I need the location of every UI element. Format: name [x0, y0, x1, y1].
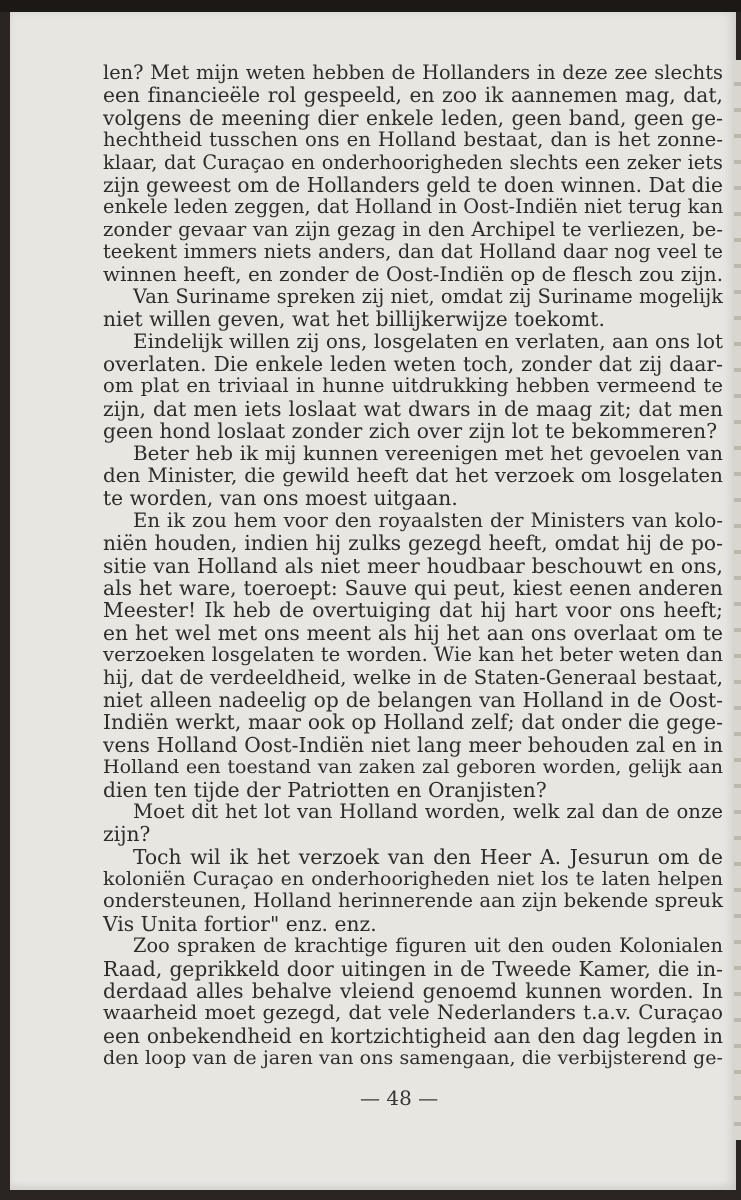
- scan-top-band: [0, 0, 741, 12]
- text-line: Beter heb ik mij kunnen vereenigen met het gevoelen van: [133, 441, 723, 465]
- text-line: zijn geweest om de Hollanders geld te doen winnen. Dat die: [103, 172, 723, 197]
- text-line: enkele leden zeggen, dat Holland in Oost-Indiën niet terug kan: [103, 195, 724, 219]
- text-line: teekent immers niets anders, dan dat Holland daar nog veel te: [103, 240, 723, 264]
- text-line: zijn?: [103, 822, 151, 847]
- text-line: vens Holland Oost-Indiën niet lang meer behouden zal en in: [103, 732, 723, 757]
- text-line: te worden, van ons moest uitgaan.: [103, 486, 458, 511]
- text-line: niet willen geven, wat het billijkerwijze toekomt.: [103, 307, 605, 332]
- text-line: sitie van Holland als niet meer houdbaar beschouwt en ons,: [103, 553, 723, 578]
- text-line: hij, dat de verdeeldheid, welke in de Staten-Generaal bestaat,: [103, 665, 723, 689]
- text-line: Van Suriname spreken zij niet, omdat zij Suriname mogelijk: [133, 284, 723, 308]
- text-line: hechtheid tusschen ons en Holland bestaat, dan is het zonne-: [103, 128, 723, 152]
- text-line: Holland een toestand van zaken zal geboren worden, gelijk aan: [103, 756, 723, 779]
- text-line: verzoeken losgelaten te worden. Wie kan het beter weten dan: [103, 643, 723, 667]
- text-line: Vis Unita fortior" enz. enz.: [103, 911, 377, 936]
- text-line: Moet dit het lot van Holland worden, welk zal dan de onze: [133, 799, 723, 823]
- text-line: ondersteunen, Holland herinnerende aan zijn bekende spreuk: [103, 889, 723, 913]
- text-line: den loop van de jaren van ons samengaan, die verbijsterend ge-: [103, 1047, 723, 1070]
- text-line: geen hond loslaat zonder zich over zijn lot te bekommeren?: [103, 419, 718, 444]
- text-line: Meester! Ik heb de overtuiging dat hij hart voor ons heeft;: [103, 598, 723, 623]
- text-line: len? Met mijn weten hebben de Hollanders in deze zee slechts: [103, 61, 723, 84]
- text-line: den Minister, die gewild heeft dat het verzoek om losgelaten: [103, 464, 723, 488]
- text-line: niet alleen nadeelig op de belangen van Holland in de Oost-: [103, 687, 723, 712]
- text-line: om plat en triviaal in hunne uitdrukking hebben vermeend te: [103, 374, 723, 398]
- text-line: Toch wil ik het verzoek van den Heer A. Jesurun om de: [133, 844, 723, 869]
- text-line: een onbekendheid en kortzichtigheid aan den dag legden in: [103, 1023, 723, 1048]
- text-line: En ik zou hem voor den royaalsten der Ministers van kolo-: [133, 508, 723, 532]
- text-line: niën houden, indien hij zulks gezegd heeft, omdat hij de po-: [103, 531, 723, 556]
- text-line: overlaten. Die enkele leden weten toch, zonder dat zij daar-: [103, 352, 723, 377]
- text-line: als het ware, toeroept: Sauve qui peut, kiest eenen anderen: [103, 575, 723, 600]
- text-line: dien ten tijde der Patriotten en Oranjisten?: [103, 777, 547, 802]
- text-line: Raad, geprikkeld door uitingen in de Tweede Kamer, die in-: [103, 956, 723, 981]
- text-line: zijn, dat men iets loslaat wat dwars in de maag zit; dat men: [103, 396, 723, 421]
- text-line: koloniën Curaçao en onderhoorigheden niet los te laten helpen: [103, 868, 723, 891]
- page-edge: [734, 60, 741, 1140]
- text-line: een financieële rol gespeeld, en zoo ik aannemen mag, dat,: [103, 83, 723, 108]
- text-line: derdaad alles behalve vleiend genoemd kunnen worden. In: [103, 979, 723, 1004]
- text-line: zonder gevaar van zijn gezag in den Archipel te verliezen, be-: [103, 217, 723, 241]
- body-text: [103, 62, 723, 1070]
- text-line: klaar, dat Curaçao en onderhoorigheden slechts een zeker iets: [103, 150, 723, 174]
- text-line: winnen heeft, en zonder de Oost-Indiën op de flesch zou zijn.: [103, 262, 724, 286]
- page-number: — 48 —: [360, 1086, 439, 1110]
- text-line: Indiën werkt, maar ook op Holland zelf; dat onder die gege-: [103, 710, 723, 735]
- text-line: volgens de meening dier enkele leden, geen band, geen ge-: [103, 105, 723, 130]
- text-line: Eindelijk willen zij ons, losgelaten en verlaten, aan ons lot: [133, 329, 724, 353]
- text-line: waarheid moet gezegd, dat vele Nederlanders t.a.v. Curaçao: [103, 1001, 723, 1025]
- text-line: en het wel met ons meent als hij het aan ons overlaat om te: [103, 620, 723, 645]
- text-line: Zoo spraken de krachtige figuren uit den ouden Kolonialen: [133, 934, 723, 958]
